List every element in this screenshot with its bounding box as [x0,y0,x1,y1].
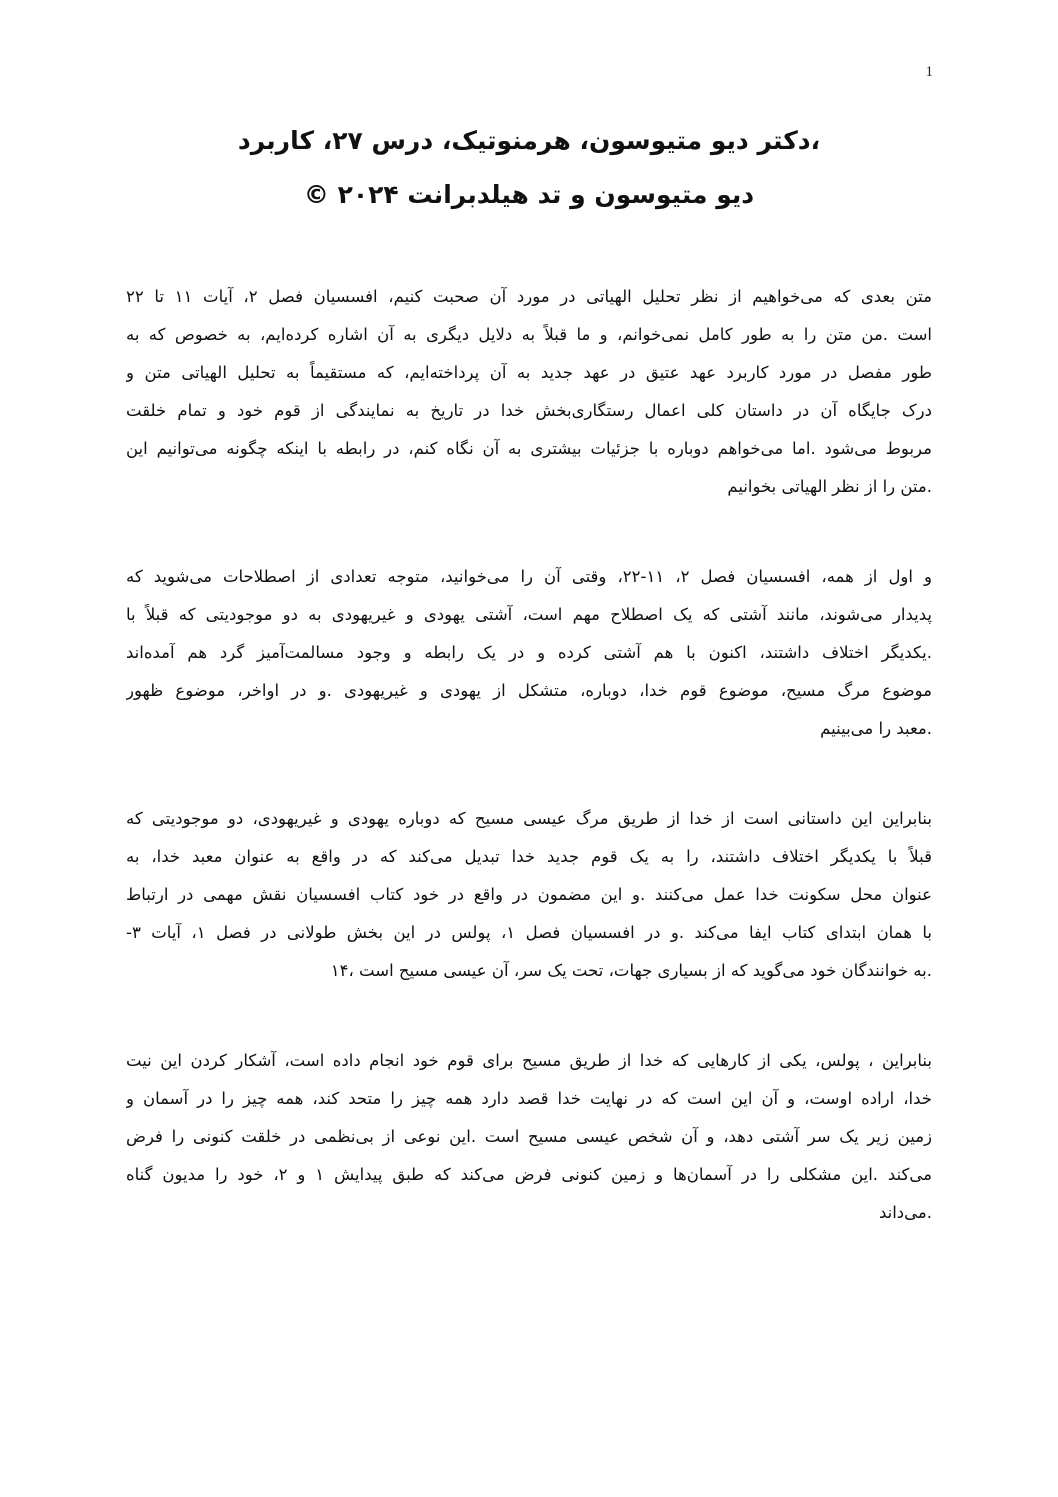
paragraph-line: متن بعدی که می‌خواهیم از نظر تحلیل الهیاتی در مورد آن صحبت کنیم، افسسیان فصل ۲، آیات ۱۱ تا ۲۲ [126,287,932,306]
paragraph-line: بنابراین این داستانی است از خدا از طریق مرگ عیسی مسیح که دوباره یهودی و غیریهودی، دو موجودیتی که [126,809,932,828]
paragraph-line: خدا، اراده اوست، و آن این است که در نهایت خدا قصد دارد همه چیز را متحد کند، همه چیز را در آسمان و [126,1089,932,1108]
paragraph-line: و اول از همه، افسسیان فصل ۲، ۱۱-۲۲، وقتی آن را می‌خوانید، متوجه تعدادی از اصطلاحات می‌شوید که [126,567,932,586]
title-line-1: ،دکتر دیو متیوسون، هرمنوتیک، درس ۲۷، کاربرد [237,126,821,155]
paragraph-line: .می‌داند [878,1203,932,1222]
paragraph-line: است .من متن را به طور کامل نمی‌خوانم، و ما قبلاً به دلایل دیگری به آن اشاره کرده‌ایم، به خصوص که به [126,325,932,344]
paragraph-line: .به خوانندگان خود می‌گوید که از بسیاری جهات، تحت یک سر، آن عیسی مسیح است ،۱۴ [330,961,932,980]
paragraph-4 [126,1042,932,1232]
paragraph-line: زمین زیر یک سر آشتی دهد، و آن شخص عیسی مسیح است .این نوعی از بی‌نظمی در خلقت کنونی را فرض [126,1127,932,1146]
paragraph-line: طور مفصل در مورد کاربرد عهد عتیق در عهد جدید به آن پرداخته‌ایم، که مستقیماً به تحلیل الهیاتی متن و [126,363,932,382]
paragraph-line: .متن را از نظر الهیاتی بخوانیم [727,477,932,496]
document-title [0,126,1058,210]
paragraph-line: درک جایگاه آن در داستان کلی اعمال رستگاری‌بخش خدا در تاریخ به نمایندگی از قوم خود و تمام خلقت [126,401,932,420]
paragraph-line: می‌کند .این مشکلی را در آسمان‌ها و زمین کنونی فرض می‌کند که طبق پیدایش ۱ و ۲، خود را مدیون گناه [126,1165,932,1184]
paragraph-line: قبلاً با یکدیگر اختلاف داشتند، را به یک قوم جدید خدا تبدیل می‌کند که در واقع به عنوان معبد خدا، به [126,847,932,866]
paragraph-line: پدیدار می‌شوند، مانند آشتی که یک اصطلاح مهم است، آشتی یهودی و غیریهودی به دو موجودیتی که قبلاً با [126,605,932,624]
paragraph-line: .معبد را می‌بینیم [820,719,932,738]
document-body [126,278,932,1284]
title-line-2: دیو متیوسون و تد هیلدبرانت ۲۰۲۴ © [303,180,755,209]
paragraph-3 [126,800,932,990]
paragraph-line: با همان ابتدای کتاب ایفا می‌کند .و در افسسیان فصل ۱، پولس در این بخش طولانی در فصل ۱، آیات ۳- [126,923,932,942]
paragraph-2 [126,558,932,748]
paragraph-line: .یکدیگر اختلاف داشتند، اکنون با هم آشتی کرده و در یک رابطه و وجود مسالمت‌آمیز گرد هم آمده‌اند [126,643,932,662]
paragraph-line: مربوط می‌شود .اما می‌خواهم دوباره با جزئیات بیشتری به آن نگاه کنم، در رابطه با اینکه چگونه می‌توانیم این [126,439,932,458]
page-number: 1 [925,64,933,80]
paragraph-line: بنابراین ، پولس، یکی از کارهایی که خدا از طریق مسیح برای قوم خود انجام داده است، آشکار کردن این نیت [126,1051,932,1070]
paragraph-line: موضوع مرگ مسیح، موضوع قوم خدا، دوباره، متشکل از یهودی و غیریهودی .و در اواخر، موضوع ظهور [126,681,932,700]
paragraph-line: عنوان محل سکونت خدا عمل می‌کنند .و این مضمون در واقع در خود کتاب افسسیان نقش مهمی در ارتباط [126,885,932,904]
paragraph-1 [126,278,932,506]
